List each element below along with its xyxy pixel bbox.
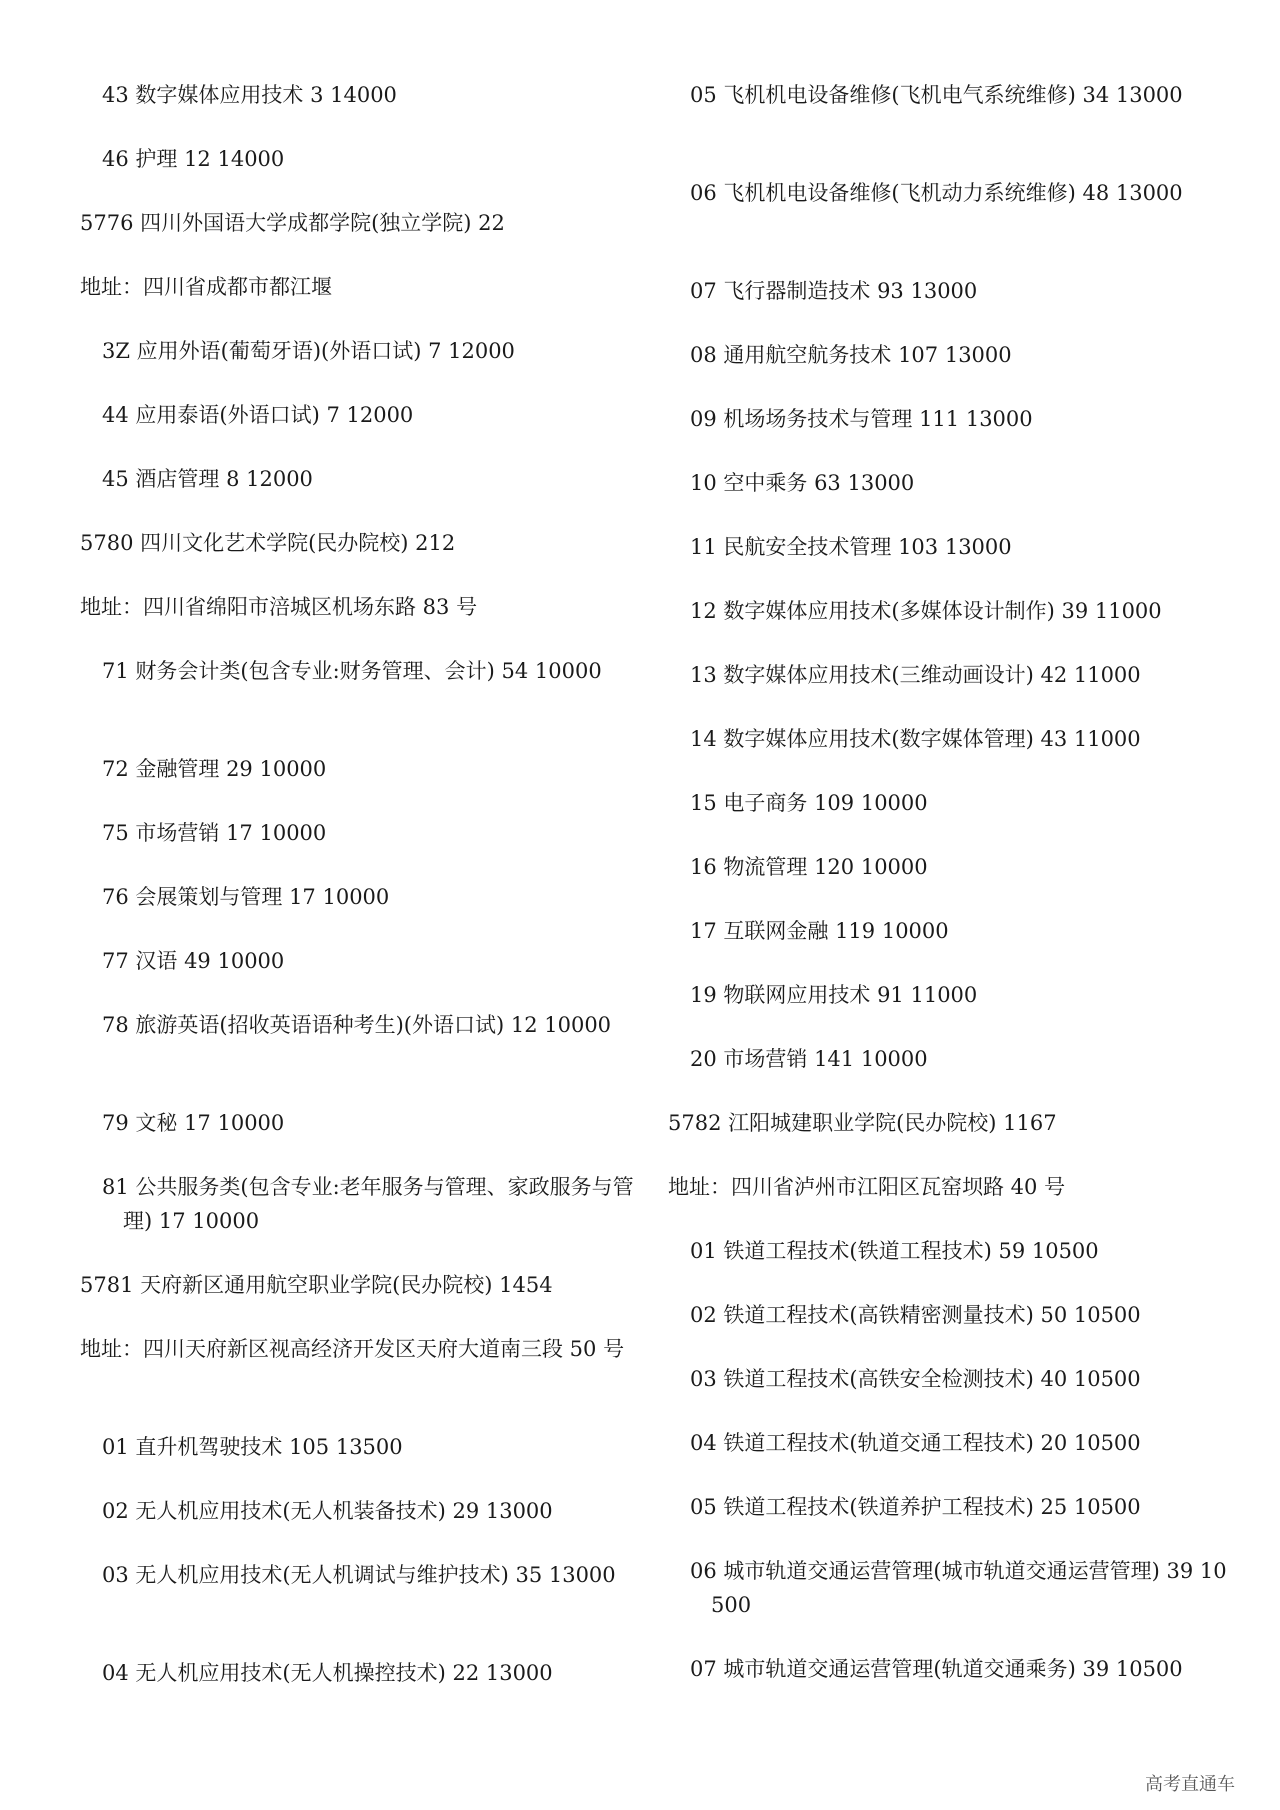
- major-entry: 06 飞机机电设备维修(飞机动力系统维修) 48 13000: [690, 181, 1183, 205]
- major-entry: 12 数字媒体应用技术(多媒体设计制作) 39 11000: [690, 599, 1162, 623]
- school-header: 5780 四川文化艺术学院(民办院校) 212: [80, 531, 456, 555]
- major-entry: 81 公共服务类(包含专业:老年服务与管理、家政服务与管理) 17 10000: [102, 1175, 634, 1233]
- major-entry: 43 数字媒体应用技术 3 14000: [102, 83, 397, 107]
- major-entry: 19 物联网应用技术 91 11000: [690, 983, 978, 1007]
- school-header: 5776 四川外国语大学成都学院(独立学院) 22: [80, 211, 505, 235]
- school-address: 地址：四川省泸州市江阳区瓦窑坝路 40 号: [668, 1175, 1066, 1199]
- major-entry: 09 机场场务技术与管理 111 13000: [690, 407, 1033, 431]
- major-entry: 76 会展策划与管理 17 10000: [102, 885, 390, 909]
- major-entry: 03 无人机应用技术(无人机调试与维护技术) 35 13000: [102, 1563, 616, 1587]
- school-header: 5782 江阳城建职业学院(民办院校) 1167: [668, 1111, 1057, 1135]
- major-entry: 02 铁道工程技术(高铁精密测量技术) 50 10500: [690, 1303, 1141, 1327]
- major-entry: 05 飞机机电设备维修(飞机电气系统维修) 34 13000: [690, 83, 1183, 107]
- major-entry: 44 应用泰语(外语口试) 7 12000: [102, 403, 414, 427]
- major-entry: 11 民航安全技术管理 103 13000: [690, 535, 1012, 559]
- major-entry: 78 旅游英语(招收英语语种考生)(外语口试) 12 10000: [102, 1013, 612, 1037]
- major-entry: 07 飞行器制造技术 93 13000: [690, 279, 978, 303]
- major-entry: 15 电子商务 109 10000: [690, 791, 928, 815]
- major-entry: 14 数字媒体应用技术(数字媒体管理) 43 11000: [690, 727, 1141, 751]
- major-entry: 16 物流管理 120 10000: [690, 855, 928, 879]
- major-entry: 10 空中乘务 63 13000: [690, 471, 915, 495]
- school-address: 地址：四川天府新区视高经济开发区天府大道南三段 50 号: [80, 1337, 625, 1361]
- major-entry: 03 铁道工程技术(高铁安全检测技术) 40 10500: [690, 1367, 1141, 1391]
- major-entry: 13 数字媒体应用技术(三维动画设计) 42 11000: [690, 663, 1141, 687]
- major-entry: 46 护理 12 14000: [102, 147, 285, 171]
- major-entry: 01 铁道工程技术(铁道工程技术) 59 10500: [690, 1239, 1099, 1263]
- major-entry: 01 直升机驾驶技术 105 13500: [102, 1435, 403, 1459]
- major-entry: 07 城市轨道交通运营管理(轨道交通乘务) 39 10500: [690, 1657, 1183, 1681]
- major-entry: 08 通用航空航务技术 107 13000: [690, 343, 1012, 367]
- major-entry: 02 无人机应用技术(无人机装备技术) 29 13000: [102, 1499, 553, 1523]
- school-address: 地址：四川省绵阳市涪城区机场东路 83 号: [80, 595, 478, 619]
- major-entry: 06 城市轨道交通运营管理(城市轨道交通运营管理) 39 10500: [690, 1559, 1227, 1617]
- major-entry: 17 互联网金融 119 10000: [690, 919, 949, 943]
- watermark-text: 高考直通车: [1145, 1774, 1235, 1795]
- major-entry: 75 市场营销 17 10000: [102, 821, 327, 845]
- major-entry: 04 铁道工程技术(轨道交通工程技术) 20 10500: [690, 1431, 1141, 1455]
- major-entry: 77 汉语 49 10000: [102, 949, 285, 973]
- school-header: 5781 天府新区通用航空职业学院(民办院校) 1454: [80, 1273, 553, 1297]
- major-entry: 20 市场营销 141 10000: [690, 1047, 928, 1071]
- major-entry: 71 财务会计类(包含专业:财务管理、会计) 54 10000: [102, 659, 602, 683]
- major-entry: 04 无人机应用技术(无人机操控技术) 22 13000: [102, 1661, 553, 1685]
- school-address: 地址：四川省成都市都江堰: [80, 275, 332, 299]
- major-entry: 72 金融管理 29 10000: [102, 757, 327, 781]
- major-entry: 05 铁道工程技术(铁道养护工程技术) 25 10500: [690, 1495, 1141, 1519]
- major-entry: 45 酒店管理 8 12000: [102, 467, 313, 491]
- major-entry: 79 文秘 17 10000: [102, 1111, 285, 1135]
- major-entry: 3Z 应用外语(葡萄牙语)(外语口试) 7 12000: [102, 339, 515, 363]
